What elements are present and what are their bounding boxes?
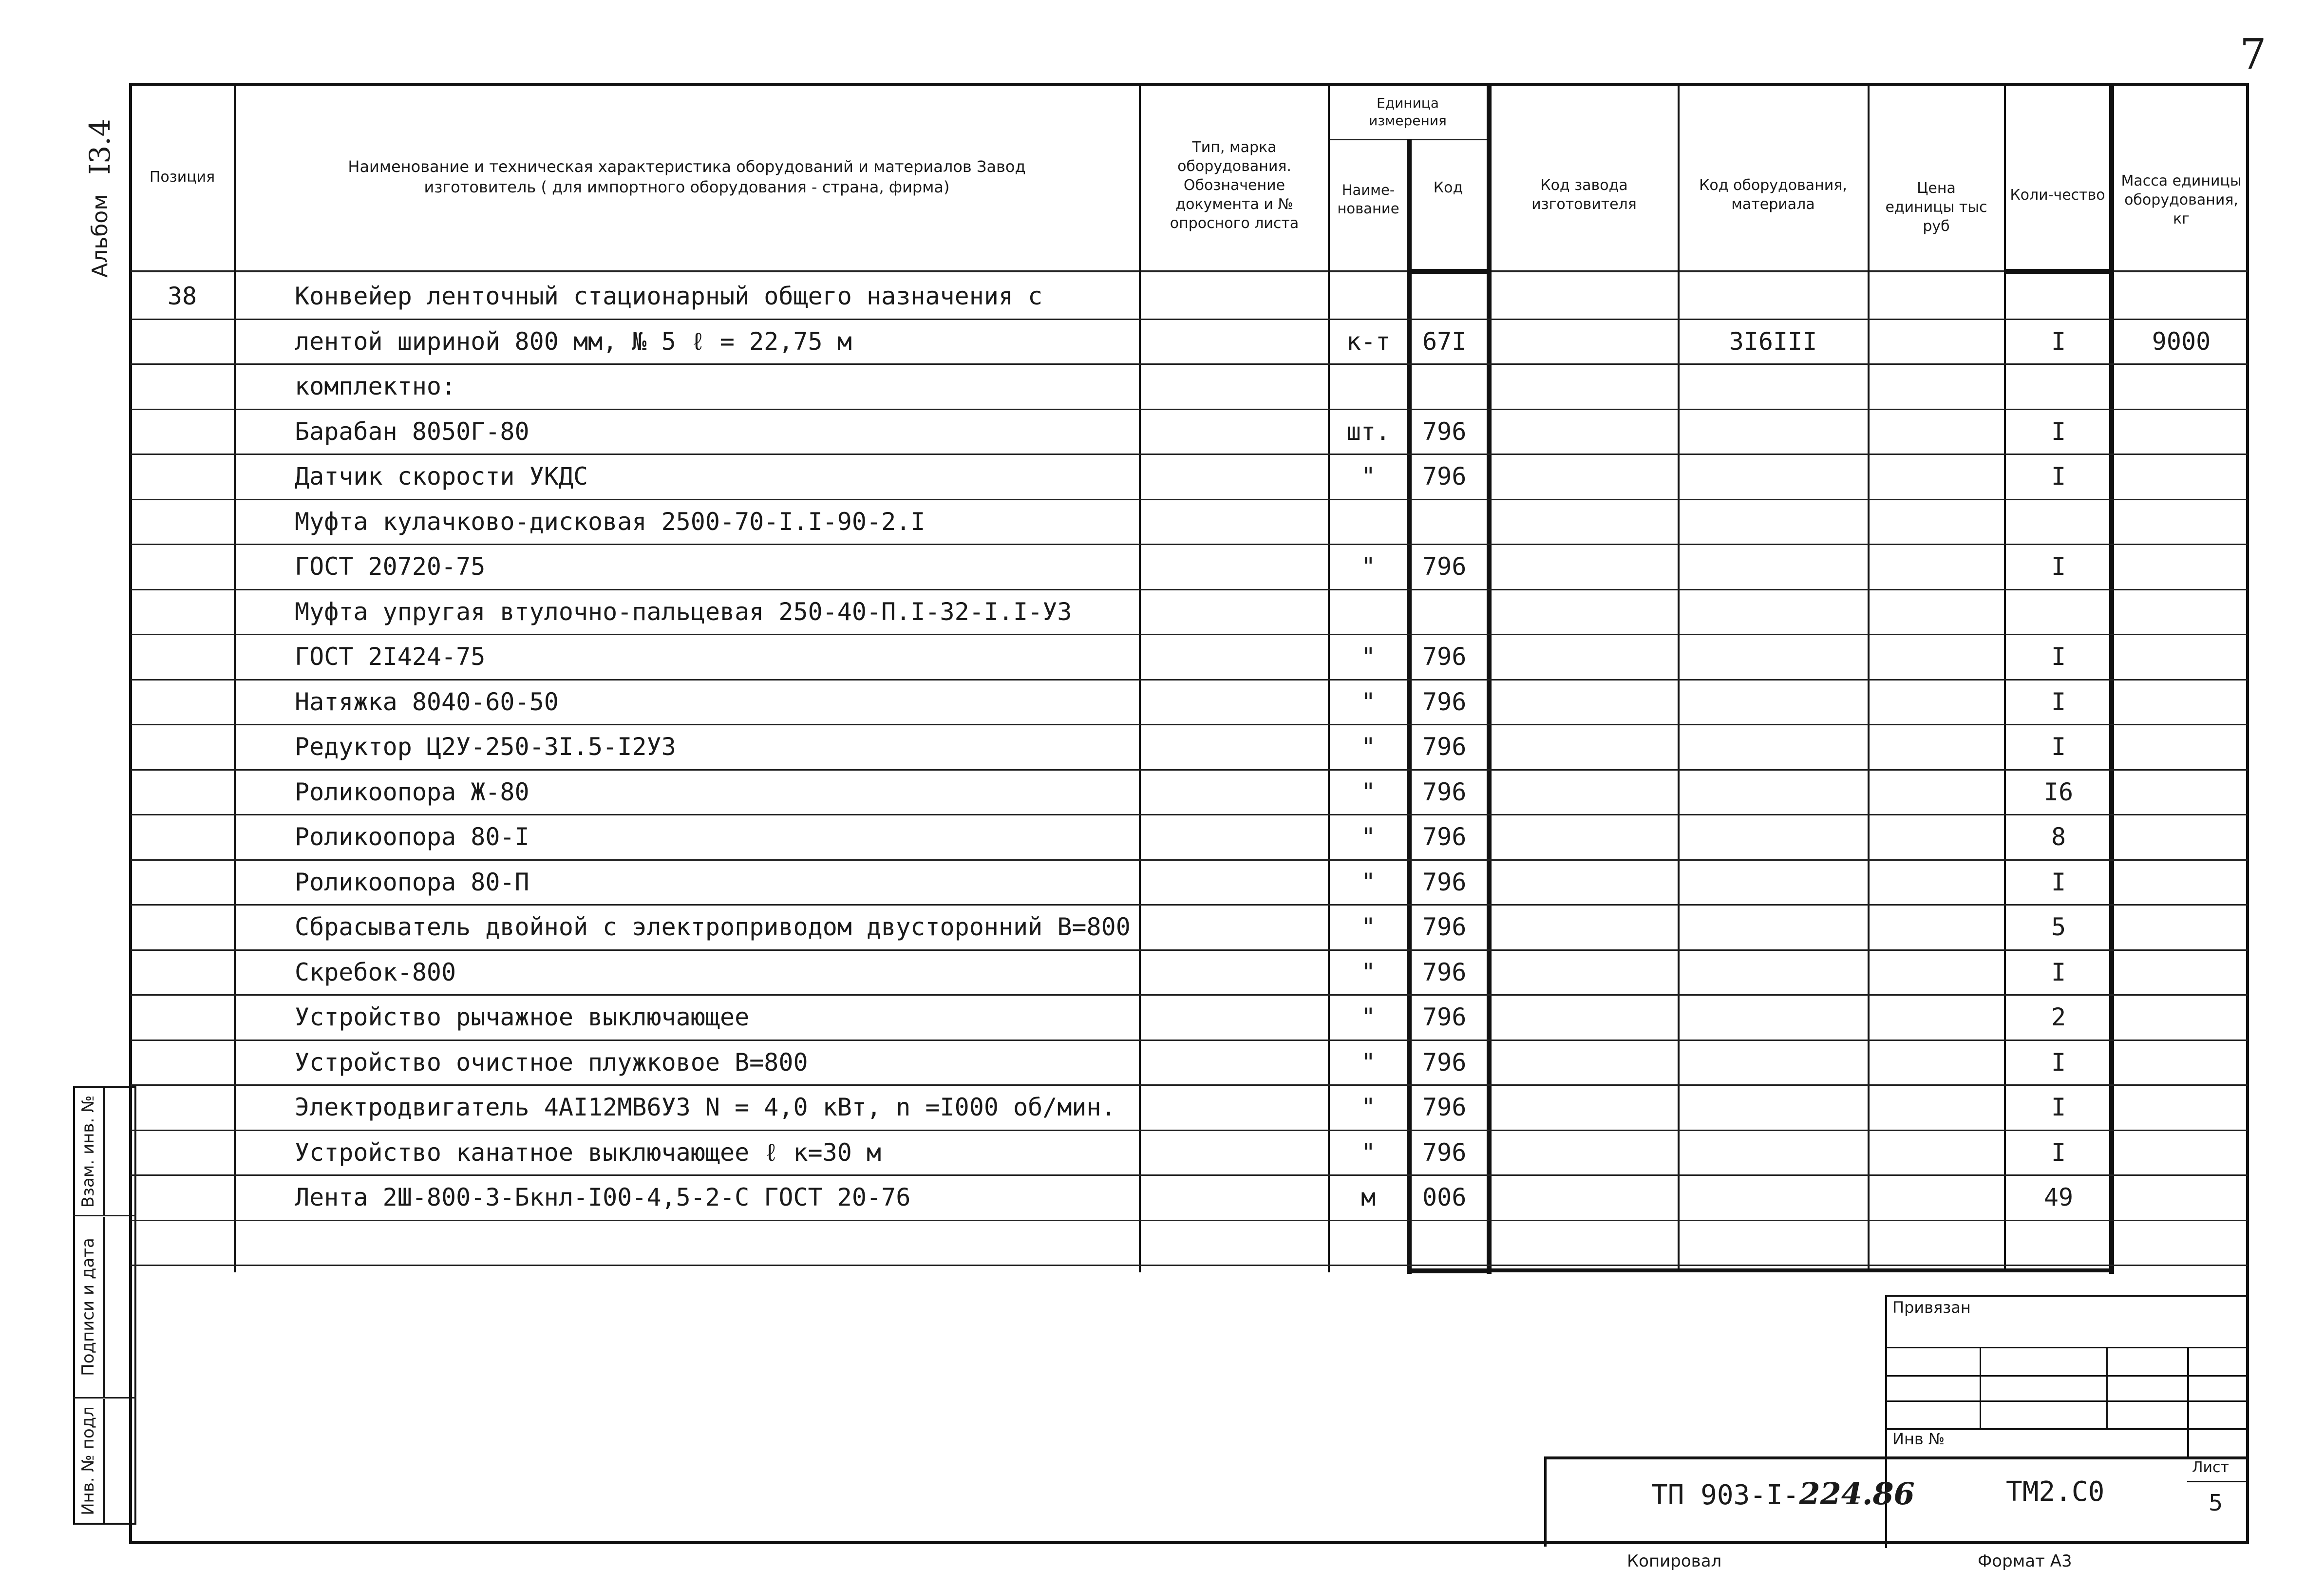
- header-name: Наименование и техническая характеристика оборудований и материалов Завод изготовитель ( для импортного оборудования - страна, фирма): [348, 157, 1026, 196]
- row-name: Сбрасыватель двойной с электроприводом двусторонний В=800: [295, 913, 1131, 941]
- row-position: 38: [167, 282, 197, 310]
- row-quantity: I: [2051, 1138, 2066, 1167]
- document-code-handwritten: 224.86: [1799, 1476, 1915, 1512]
- row-divider: [131, 409, 2248, 410]
- row-divider: [131, 814, 2248, 815]
- row-quantity: I: [2051, 1093, 2066, 1121]
- row-divider: [131, 499, 2248, 500]
- row-divider: [131, 634, 2248, 635]
- row-name: Муфта кулачково-дисковая 2500-70-I.I-90-2.I: [295, 507, 926, 536]
- row-unit: ": [1360, 552, 1376, 581]
- row-name: Муфта упругая втулочно-пальцевая 250-40-П.I-32-I.I-У3: [295, 597, 1072, 626]
- row-unit: к-т: [1346, 327, 1391, 356]
- row-code: 796: [1422, 958, 1467, 986]
- row-name: Конвейер ленточный стационарный общего назначения с: [295, 282, 1043, 310]
- row-unit: шт.: [1346, 417, 1391, 446]
- row-divider: [131, 904, 2248, 906]
- col-line: [2004, 84, 2006, 1272]
- row-quantity: I: [2051, 1048, 2066, 1077]
- col-line: [1328, 84, 1330, 1272]
- header-mass: Масса единицы оборудования, кг: [2121, 172, 2242, 227]
- row-name: ГОСТ 2I424-75: [295, 643, 486, 671]
- row-unit: ": [1360, 823, 1376, 851]
- row-quantity: I: [2051, 552, 2066, 581]
- row-quantity: I: [2051, 958, 2066, 986]
- row-equipment-code: 3I6III: [1729, 327, 1817, 356]
- row-unit: ": [1360, 1093, 1376, 1121]
- row-code: 796: [1422, 777, 1467, 806]
- row-name: Роликоопора Ж-80: [295, 777, 529, 806]
- row-name: Устройство канатное выключающее ℓ к=30 м: [295, 1138, 882, 1167]
- row-divider: [131, 949, 2248, 951]
- header-type: Тип, марка оборудования. Обозначение документа и № опросного листа: [1170, 138, 1299, 232]
- row-name: Роликоопора 80-I: [295, 823, 529, 851]
- side-label-signatures: Подписи и дата: [73, 1217, 105, 1397]
- row-name: ГОСТ 20720-75: [295, 552, 486, 581]
- header-unit-group: Единица измерения: [1369, 95, 1447, 129]
- row-divider: [131, 319, 2248, 320]
- row-name: Барабан 8050Г-80: [295, 417, 529, 446]
- row-code: 796: [1422, 462, 1467, 491]
- row-divider: [131, 679, 2248, 681]
- header-unit-code: Код: [1433, 179, 1463, 196]
- album-label: [73, 102, 127, 278]
- row-unit: ": [1360, 913, 1376, 941]
- row-quantity: 8: [2051, 823, 2066, 851]
- row-name: лентой шириной 800 мм, № 5 ℓ = 22,75 м: [295, 327, 852, 356]
- row-unit: ": [1360, 1048, 1376, 1077]
- header-unit-name: Наиме-нование: [1337, 182, 1399, 217]
- row-divider: [131, 454, 2248, 455]
- row-quantity: I6: [2043, 777, 2074, 806]
- row-name: Редуктор Ц2У-250-3I.5-I2У3: [295, 733, 676, 761]
- side-label-inv: Инв. № подл: [73, 1399, 105, 1523]
- row-divider: [131, 1130, 2248, 1131]
- row-quantity: I: [2051, 868, 2066, 896]
- row-divider: [131, 589, 2248, 590]
- row-code: 796: [1422, 643, 1467, 671]
- page-number: 7: [2240, 30, 2267, 79]
- side-label-replace: Взам. инв. №: [73, 1088, 105, 1215]
- col-line: [234, 84, 236, 1272]
- row-code: 796: [1422, 913, 1467, 941]
- header-equipment-code: Код оборудования, материала: [1699, 177, 1847, 213]
- header-position: Позиция: [149, 169, 215, 186]
- row-code: 796: [1422, 1138, 1467, 1167]
- row-unit: ": [1360, 643, 1376, 671]
- sheet-number: 5: [2209, 1490, 2223, 1516]
- header-plant-code: Код завода изготовителя: [1531, 177, 1637, 213]
- inv-label: Инв №: [1892, 1430, 1945, 1448]
- row-divider: [131, 1220, 2248, 1221]
- row-code: 796: [1422, 1003, 1467, 1031]
- album-number: I3.4: [83, 118, 116, 175]
- col-line: [1407, 139, 1412, 1274]
- row-divider: [131, 1084, 2248, 1086]
- col-line: [1868, 84, 1870, 1272]
- row-code: 796: [1422, 417, 1467, 446]
- row-name: Роликоопора 80-П: [295, 868, 529, 896]
- row-quantity: I: [2051, 417, 2066, 446]
- sheet-label: Лист: [2192, 1459, 2230, 1476]
- row-code: 796: [1422, 823, 1467, 851]
- document-code-prefix: ТП 903-I-: [1651, 1479, 1799, 1511]
- row-divider: [131, 859, 2248, 861]
- row-divider: [131, 1174, 2248, 1176]
- row-quantity: 49: [2043, 1183, 2074, 1211]
- row-code: 796: [1422, 687, 1467, 716]
- row-divider: [131, 363, 2248, 365]
- row-code: 796: [1422, 733, 1467, 761]
- document-code: [1651, 1476, 1915, 1512]
- document-mark: ТМ2.С0: [2006, 1476, 2105, 1508]
- row-name: Электродвигатель 4АI12МВ6У3 N = 4,0 кВт, n =I000 об/мин.: [295, 1093, 1116, 1121]
- row-quantity: 2: [2051, 1003, 2066, 1031]
- row-unit: ": [1360, 958, 1376, 986]
- row-code: 796: [1422, 552, 1467, 581]
- row-name: Устройство рычажное выключающее: [295, 1003, 750, 1031]
- row-unit: ": [1360, 868, 1376, 896]
- row-code: 67I: [1422, 327, 1467, 356]
- album-label-text: Альбом: [87, 194, 113, 278]
- footer-copied: Копировал: [1627, 1551, 1722, 1571]
- row-quantity: I: [2051, 462, 2066, 491]
- row-name: Датчик скорости УКДС: [295, 462, 588, 491]
- row-divider: [131, 994, 2248, 996]
- row-name: Натяжка 8040-60-50: [295, 687, 559, 716]
- row-unit: ": [1360, 1003, 1376, 1031]
- header-price: Цена единицы тыс руб: [1885, 179, 1987, 235]
- row-name: комплектно:: [295, 372, 456, 400]
- row-code: 796: [1422, 868, 1467, 896]
- col-line: [1139, 84, 1141, 1272]
- row-name: Устройство очистное плужковое В=800: [295, 1048, 808, 1077]
- row-unit: ": [1360, 687, 1376, 716]
- row-quantity: I: [2051, 733, 2066, 761]
- row-divider: [131, 724, 2248, 725]
- row-divider: [131, 1040, 2248, 1041]
- row-quantity: 5: [2051, 913, 2066, 941]
- row-unit: м: [1360, 1183, 1376, 1211]
- row-quantity: I: [2051, 687, 2066, 716]
- row-code: 006: [1422, 1183, 1467, 1211]
- row-unit: ": [1360, 1138, 1376, 1167]
- row-quantity: I: [2051, 643, 2066, 671]
- col-line: [1678, 84, 1680, 1272]
- row-unit: ": [1360, 777, 1376, 806]
- row-divider: [131, 1265, 2248, 1266]
- row-divider: [131, 544, 2248, 545]
- row-mass: 9000: [2152, 327, 2211, 356]
- row-name: Скребок-800: [295, 958, 456, 986]
- row-unit: ": [1360, 733, 1376, 761]
- row-code: 796: [1422, 1048, 1467, 1077]
- row-unit: ": [1360, 462, 1376, 491]
- bound-label: Привязан: [1892, 1298, 1971, 1317]
- row-quantity: I: [2051, 327, 2066, 356]
- header-quantity: Коли-чество: [2010, 186, 2105, 204]
- row-divider: [131, 769, 2248, 771]
- row-code: 796: [1422, 1093, 1467, 1121]
- row-name: Лента 2Ш-800-3-Бкнл-I00-4,5-2-С ГОСТ 20-76: [295, 1183, 911, 1211]
- footer-format: Формат А3: [1978, 1551, 2072, 1571]
